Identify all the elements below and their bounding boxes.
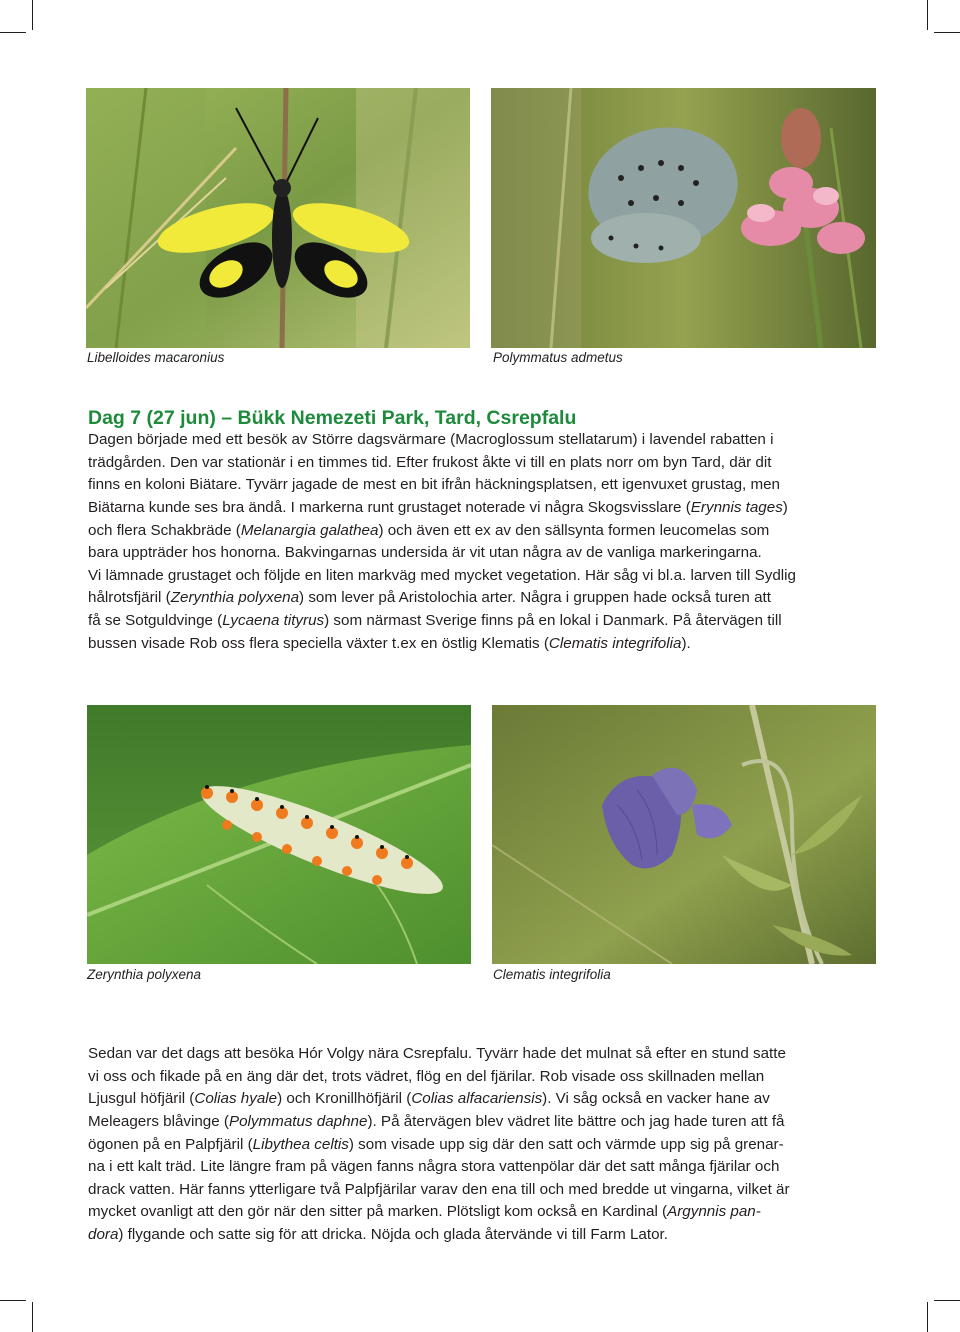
text-line: Dagen började med ett besök av Större dagsvärmare (Macroglossum stellatarum) i lavendel rabatten i: [88, 431, 774, 448]
text-line: trädgården. Den var stationär i en timmes tid. Efter frukost åkte vi till en plats norr om byn Tard, där dit: [88, 453, 772, 471]
species-name: Colias alfacariensis: [411, 1090, 543, 1108]
species-name: Polymmatus daphne: [228, 1112, 368, 1130]
text-line: ögonen på en Palpfjäril (Libythea celtis) som visade upp sig där den satt och värmde upp sig på grenar-: [88, 1135, 784, 1153]
species-name: Zerynthia polyxena: [170, 589, 300, 607]
species-name: Lycaena tityrus: [222, 612, 325, 630]
crop-mark: [0, 32, 26, 33]
species-name: Erynnis tages: [690, 498, 783, 516]
species-name: Argynnis pan-: [667, 1203, 761, 1221]
species-name: Clematis integrifolia: [548, 634, 682, 652]
blue-butterfly-photo: [491, 88, 876, 348]
text-line: drack vatten. Här fanns ytterligare två Palpfjärilar varav den ena till och med bredde ut vingarna, vilket är: [88, 1180, 790, 1198]
text-line: och flera Schakbräde (Melanargia galathea) och även ett ex av den sällsynta formen leucomelas som: [88, 521, 770, 539]
photo-caption: Zerynthia polyxena: [87, 967, 202, 982]
crop-mark: [934, 32, 960, 33]
caterpillar-photo: [87, 705, 471, 964]
text-line: få se Sotguldvinge (Lycaena tityrus) som närmast Sverige finns på en lokal i Danmark. På återvägen till: [88, 612, 782, 630]
species-name: Libythea celtis: [252, 1135, 349, 1153]
crop-mark: [927, 1302, 928, 1332]
crop-mark: [32, 0, 33, 30]
body-paragraph: [88, 1043, 878, 1247]
clematis-photo: [492, 705, 876, 964]
text-line: vi oss och fikade på en äng där det, trots vädret, flög en del fjärilar. Rob visade oss skillnaden mellan: [88, 1067, 765, 1085]
crop-mark: [927, 0, 928, 30]
text-line: Meleagers blåvinge (Polymmatus daphne). På återvägen blev vädret lite bättre och jag hade turen att få: [88, 1112, 785, 1130]
body-paragraph: [88, 429, 878, 655]
crop-mark: [934, 1300, 960, 1301]
text-line: mycket ovanligt att den gör när den sitter på marken. Plötsligt kom också en Kardinal (Argynnis pan-: [88, 1203, 761, 1221]
text-line: Ljusgul höfjäril (Colias hyale) och Kronillhöfjäril (Colias alfacariensis). Vi såg också en vacker hane av: [88, 1090, 770, 1108]
text-line: Vi lämnade grustaget och följde en liten markväg med mycket vegetation. Här såg vi bl.a. larven till Sydlig: [88, 566, 796, 584]
text-line: Biätarna kunde ses bra ändå. I markerna runt grustaget noterade vi några Skogsvisslare (Erynnis tages): [88, 498, 788, 516]
text-line: na i ett kalt träd. Lite längre fram på vägen fanns några stora vattenpölar där det satt många fjärilar och: [88, 1158, 780, 1176]
text-line: bussen visade Rob oss flera speciella växter t.ex en östlig Klematis (Clematis integrifolia).: [88, 634, 691, 652]
species-name: dora: [88, 1226, 119, 1244]
text-line: finns en koloni Biätare. Tyvärr jagade de mest en bit ifrån häckningsplatsen, ett igenvuxet grustag, men: [88, 476, 780, 494]
species-name: Colias hyale: [194, 1090, 278, 1108]
crop-mark: [32, 1302, 33, 1332]
crop-mark: [0, 1300, 26, 1301]
text-line: Sedan var det dags att besöka Hór Volgy nära Csrepfalu. Tyvärr hade det mulnat så efter en stund satte: [88, 1045, 786, 1062]
photo-caption: Polymmatus admetus: [493, 350, 623, 365]
section-heading: Dag 7 (27 jun) – Bükk Nemezeti Park, Tard, Csrepfalu: [88, 407, 577, 429]
text-line: bara uppträder hos honorna. Bakvingarnas undersida är vit utan några av de vanliga markeringarna.: [88, 544, 762, 562]
owlfly-photo: [86, 88, 470, 348]
photo-caption: Libelloides macaronius: [87, 350, 225, 365]
photo-caption: Clematis integrifolia: [493, 967, 611, 982]
text-line: hålrotsfjäril (Zerynthia polyxena) som lever på Aristolochia arter. Några i gruppen hade också turen att: [88, 589, 771, 607]
text-line: dora) flygande och satte sig för att dricka. Nöjda och glada återvände vi till Farm Lator.: [88, 1226, 668, 1244]
species-name: Melanargia galathea: [240, 521, 379, 539]
